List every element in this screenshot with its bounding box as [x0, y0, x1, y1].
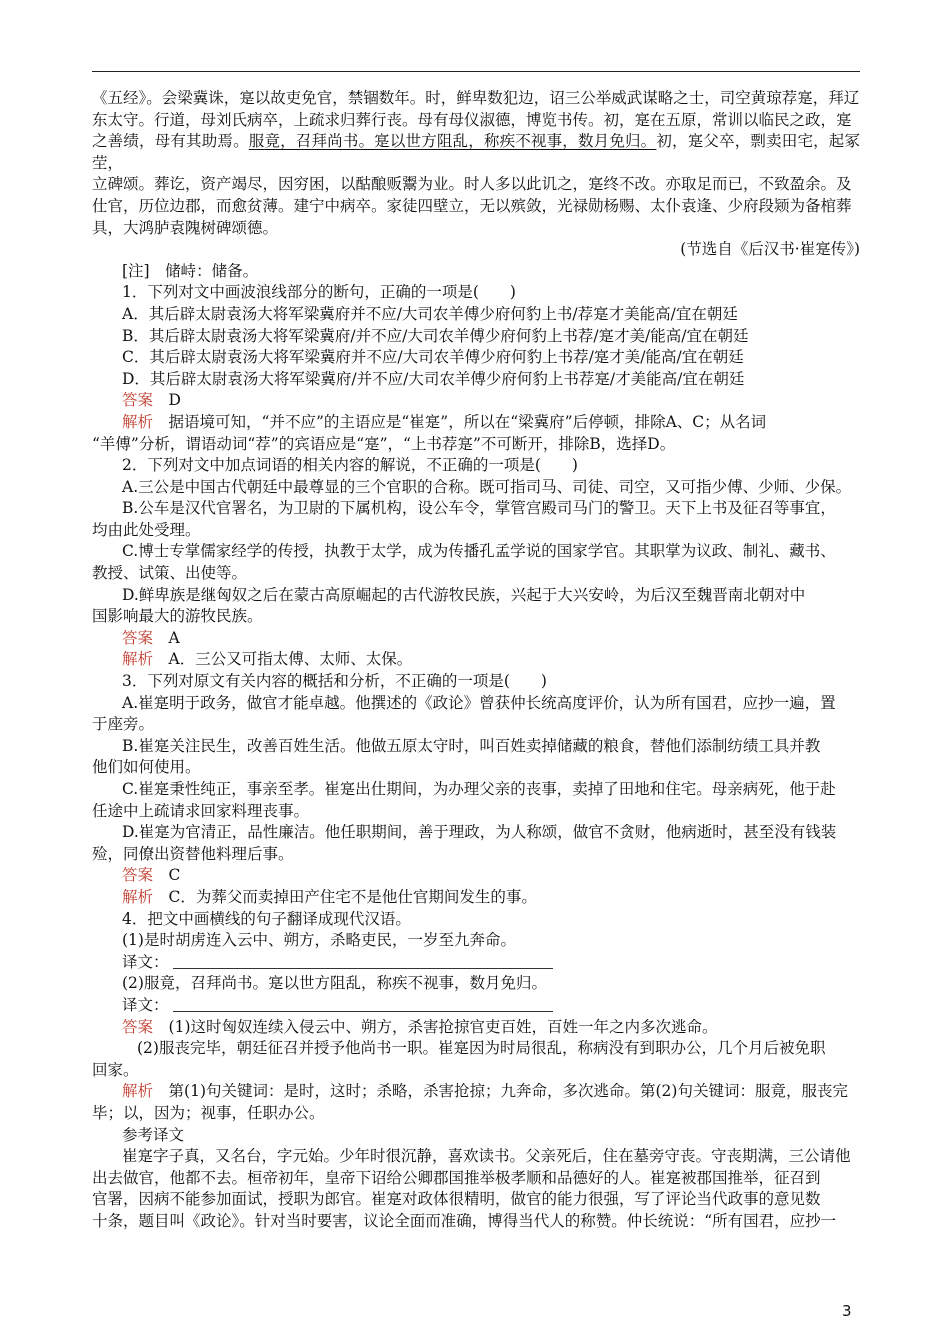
question-3-option-a: A.崔寔明于政务，做官才能卓越。他撰述的《政论》曾获仲长统高度评价，认为所有国君，应抄一遍，置 [122, 693, 836, 712]
question-3-option-a-cont: 于座旁。 [92, 715, 155, 734]
question-1-option-d: D．其后辟太尉袁汤大将军梁冀府/并不应/大司农羊傅少府何豹上书荐寔/才美能高/宜在朝廷 [122, 369, 745, 388]
analysis-label: 解析 [122, 887, 154, 906]
question-2-option-c-cont: 教授、试策、出使等。 [92, 564, 248, 583]
analysis-label: 解析 [122, 412, 154, 431]
question-2-option-b: B.公车是汉代官署名，为卫尉的下属机构，设公车令，掌管宫殿司马门的警卫。天下上书及征召等事宜， [122, 499, 836, 518]
passage-source: (节选自《后汉书·崔寔传》) [680, 240, 860, 259]
analysis-label: 解析 [122, 1082, 154, 1101]
question-4-translation-1: 译文： [92, 952, 860, 974]
question-1-option-b: B．其后辟太尉袁汤大将军梁冀府/并不应/大司农羊傅少府何豹上书荐/寔才美/能高/宜在朝廷 [122, 326, 749, 345]
passage-line: 东太守。行道，母刘氏病卒，上疏求归葬行丧。母有母仪淑德，博览书传。初，寔在五原，常训以临民之政，寔 [92, 110, 852, 129]
question-4-analysis: 解析 第(1)句关键词：是时，这时；杀略，杀害抢掠；九奔命，多次逃命。第(2)句关键词：服竟，服丧完 [122, 1082, 848, 1101]
reference-line: 出去做官，他都不去。桓帝初年，皇帝下诏给公卿郡国推举极孝顺和品德好的人。崔寔被郡国推举，征召到 [92, 1168, 821, 1187]
passage-line: 仕官，历位边郡，而愈贫薄。建宁中病卒。家徒四壁立，无以殡敛，光禄勋杨赐、太仆袁逢、少府段颎为备棺葬 [92, 196, 852, 215]
question-4-translation-2: 译文： [92, 995, 860, 1017]
reference-line: 崔寔字子真，又名台，字元始。少年时很沉静，喜欢读书。父亲死后，住在墓旁守丧。守丧期满，三公请他 [122, 1147, 851, 1166]
question-4-stem: 4．把文中画横线的句子翻译成现代汉语。 [122, 909, 411, 928]
question-2-option-a: A.三公是中国古代朝廷中最尊显的三个官职的合称。既可指司马、司徒、司空，又可指少傅、少师、少保。 [122, 477, 852, 496]
question-2-option-b-cont: 均由此处受理。 [92, 520, 201, 539]
answer-blank-line [173, 954, 553, 969]
analysis-label: 解析 [122, 650, 154, 669]
question-2-option-d-cont: 国影响最大的游牧民族。 [92, 607, 263, 626]
answer-label: 答案 [122, 391, 154, 410]
question-4-answer: 答案 (1)这时匈奴连续入侵云中、朔方，杀害抢掠官吏百姓，百姓一年之内多次逃命。 [122, 1017, 718, 1036]
question-3-answer: 答案 C [122, 866, 181, 885]
document-body [92, 88, 860, 1232]
question-1-stem: 1．下列对文中画波浪线部分的断句，正确的一项是( ) [122, 283, 516, 302]
question-3-stem: 3．下列对原文有关内容的概括和分析，不正确的一项是( ) [122, 672, 547, 691]
answer-blank-line [173, 997, 553, 1012]
question-3-option-b: B.崔寔关注民生，改善百姓生活。他做五原太守时，叫百姓卖掉储藏的粮食，替他们添制纺绩工具并教 [122, 736, 821, 755]
question-1-option-a: A．其后辟太尉袁汤大将军梁冀府并不应/大司农羊傅少府何豹上书/荐寔才美能高/宜在朝廷 [122, 304, 738, 323]
reference-line: 十条，题目叫《政论》。针对当时要害，议论全面而准确，博得当代人的称赞。仲长统说：“所有国君，应抄一 [92, 1211, 837, 1230]
question-4-sentence-1: (1)是时胡虏连入云中、朔方，杀略吏民，一岁至九奔命。 [122, 931, 516, 950]
passage-line: 《五经》。会梁冀诛，寔以故吏免官，禁锢数年。时，鲜卑数犯边，诏三公举威武谋略之士，司空黄琼荐寔，拜辽 [92, 89, 860, 107]
question-1-analysis-cont: “羊傅”分析，谓语动词“荐”的宾语应是“寔”，“上书荐寔”不可断开，排除B，选择D。 [92, 434, 676, 453]
question-3-option-c: C.崔寔秉性纯正，事亲至孝。崔寔出仕期间，为办理父亲的丧事，卖掉了田地和住宅。母亲病死，他于赴 [122, 780, 836, 798]
answer-label: 答案 [122, 866, 154, 885]
question-2-analysis: 解析 A．三公又可指太傅、太师、太保。 [122, 650, 413, 669]
question-4-analysis-cont: 毕；以，因为；视事，任职办公。 [92, 1103, 325, 1122]
answer-label: 答案 [122, 628, 154, 647]
passage-line: 立碑颂。葬讫，资产竭尽，因穷困，以酤酿贩鬻为业。时人多以此讥之，寔终不改。亦取足而已，不致盈余。及 [92, 175, 852, 194]
question-3-option-d: D.崔寔为官清正，品性廉洁。他任职期间，善于理政，为人称颂，做官不贪财，他病逝时，甚至没有钱装 [122, 823, 837, 842]
question-2-answer: 答案 A [122, 628, 180, 647]
question-4-answer-2-cont: 回家。 [92, 1060, 139, 1079]
annotation-note: [注] 储峙：储备。 [122, 261, 259, 280]
question-1-analysis: 解析 据语境可知，“并不应”的主语应是“崔寔”，所以在“梁冀府”后停顿，排除A、C；从名词 [122, 412, 767, 431]
question-3-option-b-cont: 他们如何使用。 [92, 758, 201, 777]
page-number: 3 [842, 1302, 852, 1320]
header-rule [92, 71, 860, 72]
question-1-option-c: C．其后辟太尉袁汤大将军梁冀府并不应/大司农羊傅少府何豹上书荐/寔才美/能高/宜在朝廷 [122, 348, 744, 367]
question-3-option-c-cont: 任途中上疏请求回家料理丧事。 [92, 801, 310, 820]
question-2-option-d: D.鲜卑族是继匈奴之后在蒙古高原崛起的古代游牧民族，兴起于大兴安岭，为后汉至魏晋南北朝对中 [122, 585, 806, 604]
question-1-answer: 答案 D [122, 391, 181, 410]
reference-line: 官署，因病不能参加面试，授职为郎官。崔寔对政体很精明，做官的能力很强，写了评论当代政事的意见数 [92, 1190, 821, 1209]
question-2-stem: 2．下列对文中加点词语的相关内容的解说，不正确的一项是( ) [122, 456, 578, 475]
underlined-sentence: 服竟，召拜尚书。寔以世方阻乱，称疾不视事，数月免归。 [248, 132, 657, 151]
reference-title: 参考译文 [122, 1125, 185, 1144]
question-2-option-c: C.博士专掌儒家经学的传授，执教于太学，成为传播孔孟学说的国家学官。其职掌为议政、制礼、藏书、 [122, 542, 836, 561]
question-3-analysis: 解析 C．为葬父而卖掉田产住宅不是他仕官期间发生的事。 [122, 887, 537, 906]
answer-label: 答案 [122, 1017, 154, 1036]
passage-line: 具，大鸿胪袁隗树碑颂德。 [92, 218, 279, 237]
passage-line: 之善绩，母有其助焉。服竟，召拜尚书。寔以世方阻乱，称疾不视事，数月免归。初，寔父卒，剽卖田宅，起冢茔， [92, 132, 860, 172]
question-3-option-d-cont: 殓，同僚出资替他料理后事。 [92, 844, 294, 863]
question-4-sentence-2: (2)服竟，召拜尚书。寔以世方阻乱，称疾不视事，数月免归。 [122, 974, 547, 993]
question-4-answer-2: (2)服丧完毕，朝廷征召并授予他尚书一职。崔寔因为时局很乱，称病没有到职办公，几个月后被免职 [137, 1039, 826, 1058]
